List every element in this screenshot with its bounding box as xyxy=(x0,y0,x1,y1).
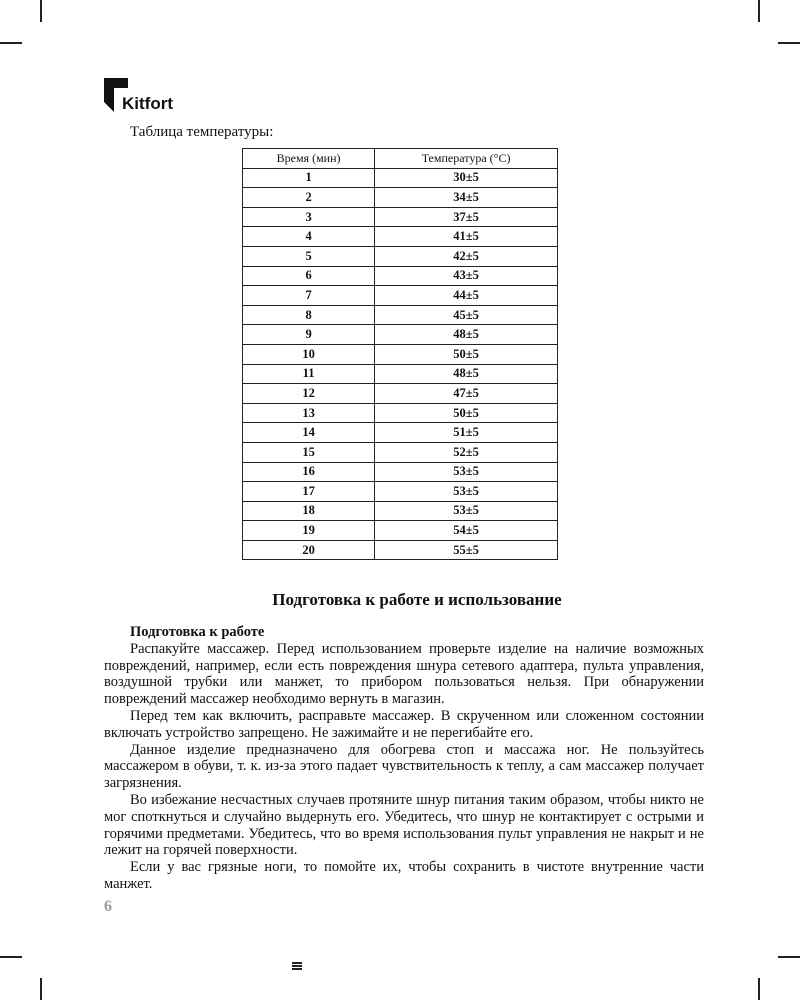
crop-mark xyxy=(778,956,800,958)
crop-mark xyxy=(0,42,22,44)
time-cell: 4 xyxy=(243,227,375,247)
temperature-table xyxy=(242,148,558,560)
table-row xyxy=(243,482,558,502)
temperature-cell: 54±5 xyxy=(375,521,558,541)
time-cell: 18 xyxy=(243,501,375,521)
table-row xyxy=(243,521,558,541)
time-cell: 15 xyxy=(243,442,375,462)
time-cell: 16 xyxy=(243,462,375,482)
table-row xyxy=(243,207,558,227)
crop-mark xyxy=(40,0,42,22)
crop-mark xyxy=(758,978,760,1000)
time-cell: 2 xyxy=(243,188,375,208)
table-row xyxy=(243,364,558,384)
time-cell: 13 xyxy=(243,403,375,423)
crop-mark xyxy=(758,0,760,22)
temperature-cell: 53±5 xyxy=(375,501,558,521)
time-cell: 7 xyxy=(243,286,375,306)
temperature-cell: 50±5 xyxy=(375,403,558,423)
table-row xyxy=(243,325,558,345)
time-cell: 9 xyxy=(243,325,375,345)
temperature-cell: 48±5 xyxy=(375,364,558,384)
table-row xyxy=(243,266,558,286)
table-caption: Таблица температуры: xyxy=(130,124,274,140)
temperature-cell: 53±5 xyxy=(375,482,558,502)
time-cell: 3 xyxy=(243,207,375,227)
time-cell: 10 xyxy=(243,344,375,364)
temperature-cell: 55±5 xyxy=(375,540,558,560)
time-cell: 1 xyxy=(243,168,375,188)
paragraph: Во избежание несчастных случаев протяните шнур питания таким образом, чтобы никто не мог споткнуться и случайно выдернуть его. Убедитесь, что шнур не контактирует с острыми и горячими предметами. Убедитесь, что во время использования пульт управления не накрыт и не лежит на горячей поверхности. xyxy=(104,791,704,859)
table-row xyxy=(243,168,558,188)
registration-mark xyxy=(292,962,302,971)
temperature-cell: 53±5 xyxy=(375,462,558,482)
paragraph: Данное изделие предназначено для обогрева стоп и массажа ног. Не пользуйтесь массажером в обуви, т. к. из-за этого падает чувствительность к теплу, а сам массажер получает загрязнения. xyxy=(104,741,704,792)
temperature-cell: 42±5 xyxy=(375,246,558,266)
paragraph: Перед тем как включить, расправьте массажер. В скрученном или сложенном состоянии включать устройство запрещено. Не зажимайте и не перегибайте его. xyxy=(104,707,704,741)
page-number: 6 xyxy=(104,898,112,915)
temperature-cell: 47±5 xyxy=(375,384,558,404)
table-row xyxy=(243,403,558,423)
table-row xyxy=(243,540,558,560)
temperature-cell: 30±5 xyxy=(375,168,558,188)
header-time: Время (мин) xyxy=(243,149,375,169)
table-row xyxy=(243,188,558,208)
table-row xyxy=(243,227,558,247)
time-cell: 8 xyxy=(243,305,375,325)
temperature-cell: 44±5 xyxy=(375,286,558,306)
temperature-cell: 41±5 xyxy=(375,227,558,247)
table-row xyxy=(243,246,558,266)
brand-name: Kitfort xyxy=(122,94,173,113)
temperature-cell: 45±5 xyxy=(375,305,558,325)
temperature-cell: 52±5 xyxy=(375,442,558,462)
table-header-row xyxy=(243,149,558,169)
time-cell: 6 xyxy=(243,266,375,286)
table-row xyxy=(243,305,558,325)
table-row xyxy=(243,384,558,404)
table-row xyxy=(243,462,558,482)
temperature-cell: 34±5 xyxy=(375,188,558,208)
header-temperature: Температура (°C) xyxy=(375,149,558,169)
table-row xyxy=(243,442,558,462)
table-row xyxy=(243,423,558,443)
section-title: Подготовка к работе и использование xyxy=(272,590,562,609)
time-cell: 19 xyxy=(243,521,375,541)
subheading: Подготовка к работе xyxy=(130,624,265,640)
temperature-cell: 51±5 xyxy=(375,423,558,443)
brand-logo xyxy=(104,78,173,112)
time-cell: 12 xyxy=(243,384,375,404)
time-cell: 17 xyxy=(243,482,375,502)
temperature-cell: 48±5 xyxy=(375,325,558,345)
paragraph: Если у вас грязные ноги, то помойте их, чтобы сохранить в чистоте внутренние части манжет. xyxy=(104,859,704,892)
time-cell: 14 xyxy=(243,423,375,443)
time-cell: 20 xyxy=(243,540,375,560)
temperature-cell: 37±5 xyxy=(375,207,558,227)
section-content xyxy=(104,624,704,893)
temperature-cell: 50±5 xyxy=(375,344,558,364)
crop-mark xyxy=(778,42,800,44)
table-row xyxy=(243,501,558,521)
crop-mark xyxy=(40,978,42,1000)
time-cell: 11 xyxy=(243,364,375,384)
time-cell: 5 xyxy=(243,246,375,266)
paragraph: Распакуйте массажер. Перед использованием проверьте изделие на наличие возможных повреждений, например, если есть повреждения шнура сетевого адаптера, пульта управления, воздушной трубки или манжет, то прибором пользоваться нельзя. При обнаружении повреждений массажер необходимо вернуть в магазин. xyxy=(104,640,704,708)
table-row xyxy=(243,344,558,364)
table-body xyxy=(243,168,558,560)
temperature-cell: 43±5 xyxy=(375,266,558,286)
crop-mark xyxy=(0,956,22,958)
table-row xyxy=(243,286,558,306)
